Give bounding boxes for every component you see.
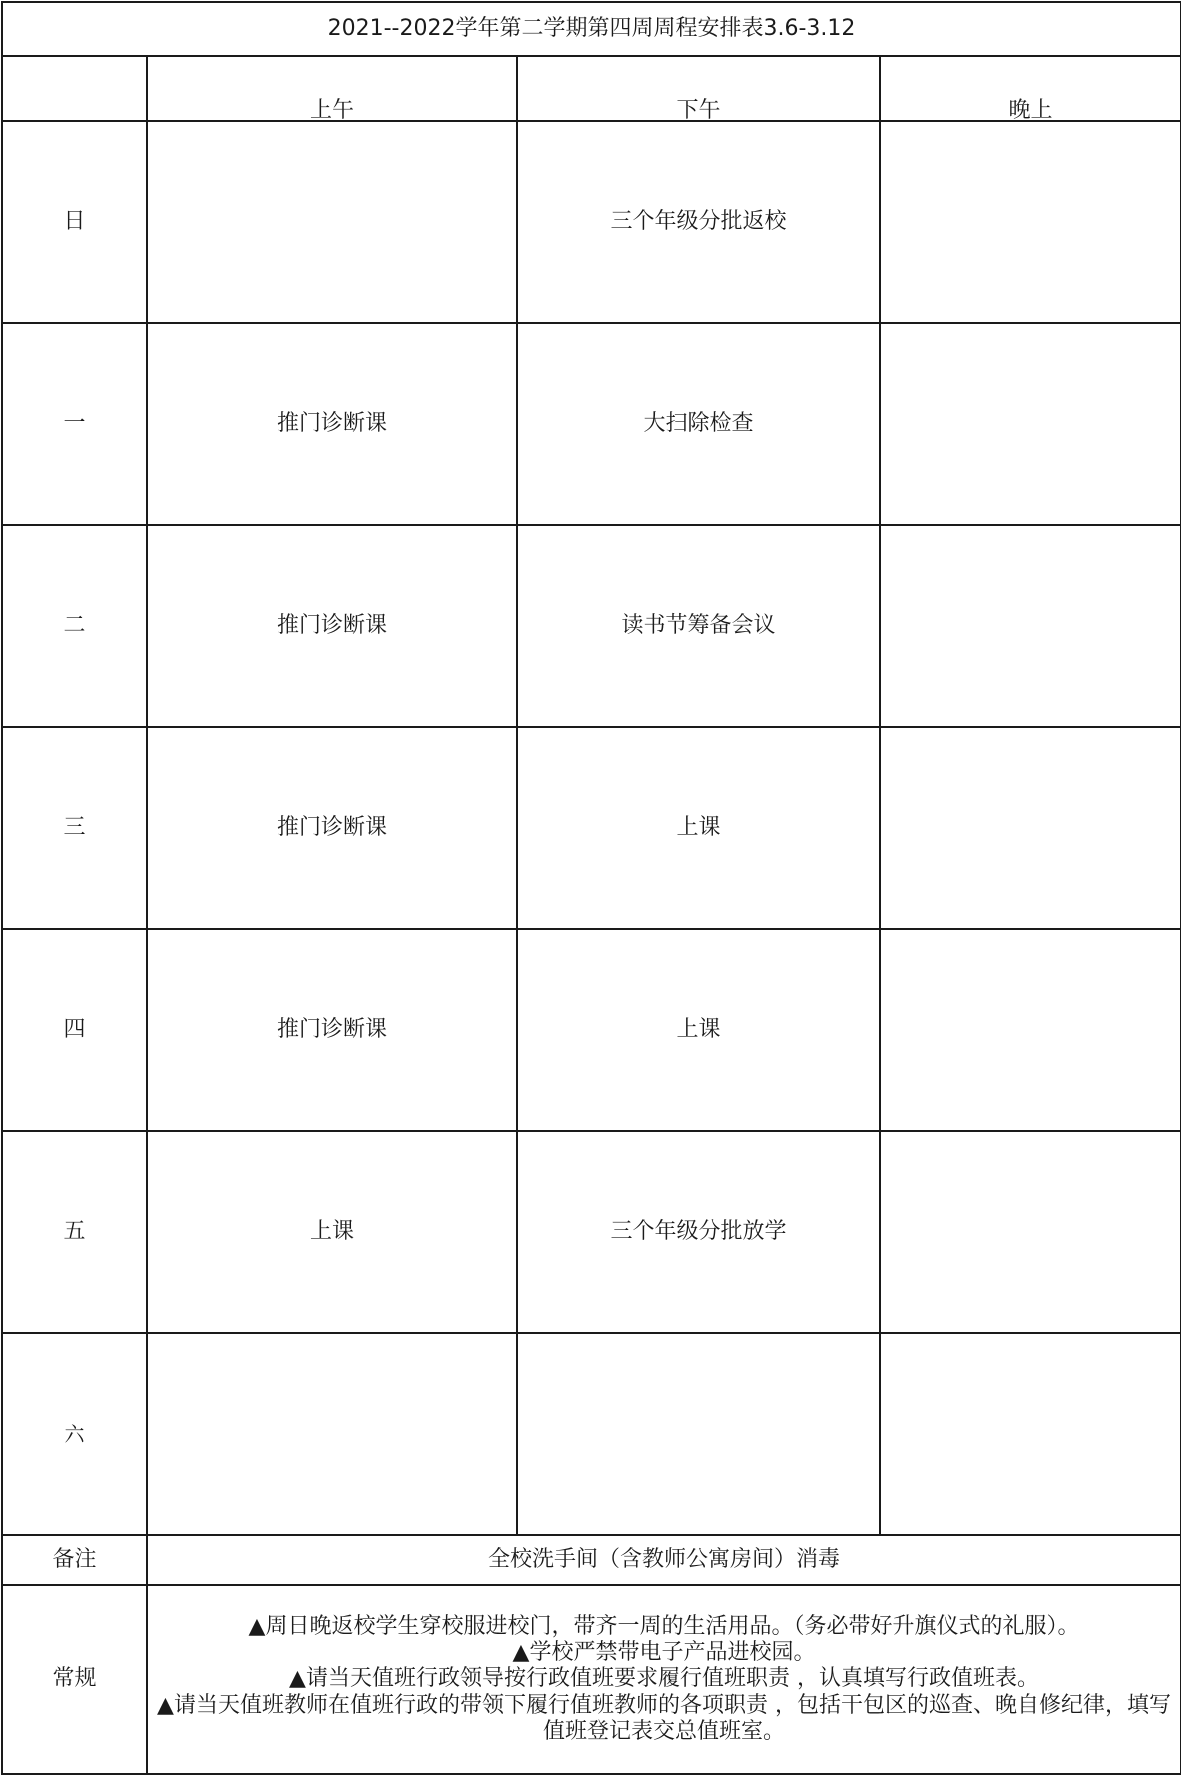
header-afternoon [517,56,880,121]
afternoon-cell: 读书节筹备会议 [517,525,880,727]
schedule-title: 2021--2022学年第二学期第四周周程安排表3.6-3.12 [2,2,1181,56]
notes-row [2,1535,1181,1585]
evening-cell [880,121,1181,323]
morning-cell: 推门诊断课 [147,727,517,929]
evening-cell [880,929,1181,1131]
rule-item: ▲请当天值班行政领导按行政值班要求履行值班职责 ，认真填写行政值班表。 [289,1666,1039,1692]
morning-cell: 推门诊断课 [147,929,517,1131]
afternoon-cell: 三个年级分批返校 [517,121,880,323]
afternoon-cell: 三个年级分批放学 [517,1131,880,1333]
rules-row [2,1585,1181,1774]
evening-cell [880,1131,1181,1333]
afternoon-cell [517,1333,880,1535]
notes-label: 备注 [2,1535,147,1585]
weekly-schedule-table [1,1,1181,1775]
day-label: 五 [2,1131,147,1333]
header-morning [147,56,517,121]
rule-item: ▲请当天值班教师在值班行政的带领下履行值班教师的各项职责 ，包括干包区的巡查、晚自修纪律，填写值班登记表交总值班室。 [157,1692,1171,1745]
morning-cell: 推门诊断课 [147,525,517,727]
day-label: 六 [2,1333,147,1535]
evening-cell [880,1333,1181,1535]
header-evening-label: 晚上 [1008,97,1053,121]
day-row-sunday [2,121,1181,323]
day-label: 二 [2,525,147,727]
header-evening [880,56,1181,121]
evening-cell [880,323,1181,525]
day-label: 三 [2,727,147,929]
rules-label: 常规 [2,1585,147,1774]
day-row-thursday [2,929,1181,1131]
rules-list [147,1585,1181,1774]
morning-cell [147,1333,517,1535]
day-row-tuesday [2,525,1181,727]
header-afternoon-label: 下午 [676,97,721,121]
day-label: 四 [2,929,147,1131]
day-row-saturday [2,1333,1181,1535]
title-row [2,2,1181,56]
header-morning-label: 上午 [309,97,354,121]
day-label: 日 [2,121,147,323]
header-corner [2,56,147,121]
rule-item: ▲学校严禁带电子产品进校园。 [512,1639,816,1665]
morning-cell: 上课 [147,1131,517,1333]
day-row-wednesday [2,727,1181,929]
afternoon-cell: 上课 [517,727,880,929]
afternoon-cell: 上课 [517,929,880,1131]
evening-cell [880,727,1181,929]
morning-cell [147,121,517,323]
rule-item: ▲周日晚返校学生穿校服进校门，带齐一周的生活用品。（务必带好升旗仪式的礼服）。 [248,1613,1080,1639]
day-row-monday [2,323,1181,525]
evening-cell [880,525,1181,727]
afternoon-cell: 大扫除检查 [517,323,880,525]
header-row [2,56,1181,121]
notes-text: 全校洗手间（含教师公寓房间）消毒 [147,1535,1181,1585]
morning-cell: 推门诊断课 [147,323,517,525]
day-label: 一 [2,323,147,525]
day-row-friday [2,1131,1181,1333]
